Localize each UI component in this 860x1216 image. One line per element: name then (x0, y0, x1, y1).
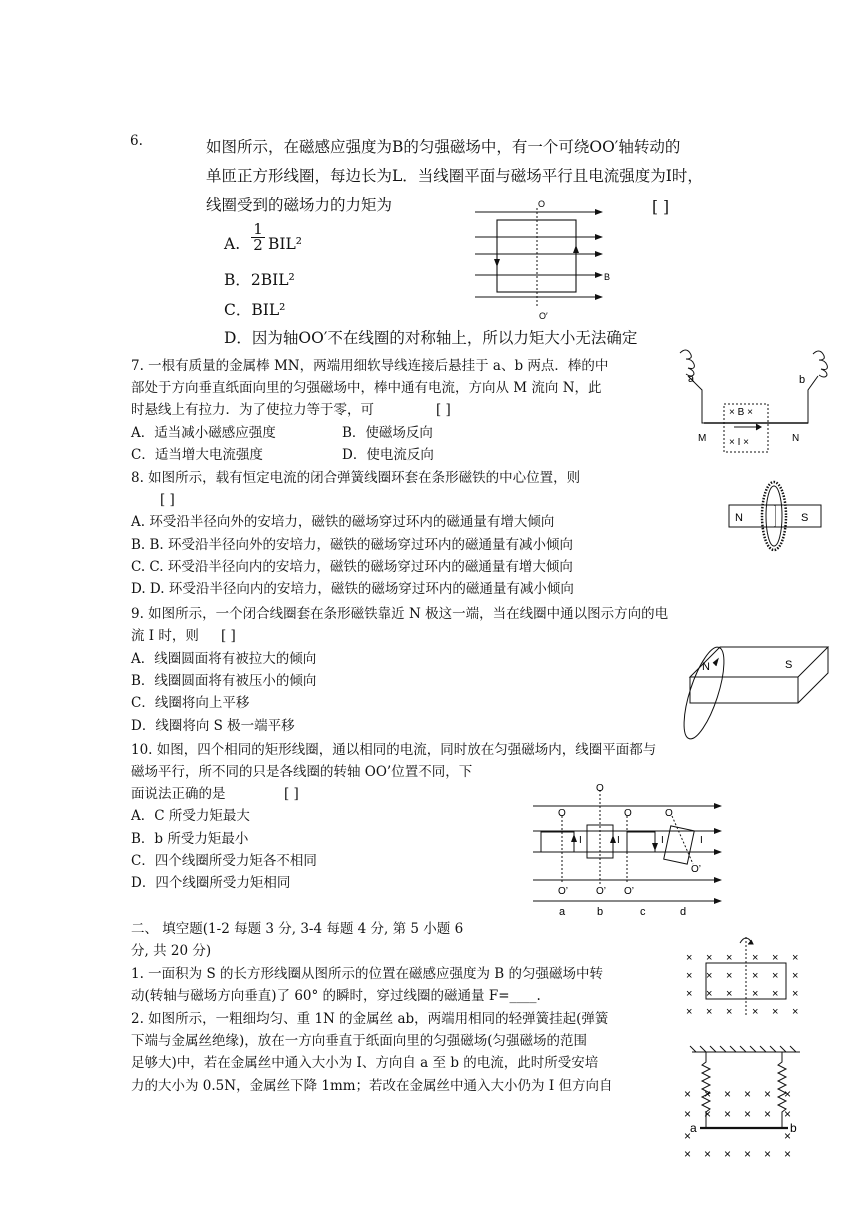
q10-fig-current-a: I (579, 835, 582, 846)
field-mark: × (784, 1087, 792, 1101)
field-mark: × (686, 952, 693, 964)
q10-fig-label-o-prime-d: O’ (691, 864, 701, 875)
field-mark: × (686, 970, 693, 982)
q9-fig-label-s: S (785, 659, 793, 671)
fill-q1-field-marks (686, 952, 798, 1018)
q10-fig-label-o-prime-c: O’ (624, 886, 634, 897)
q8-fig-label-s: S (801, 512, 809, 524)
field-mark: × (726, 1006, 733, 1018)
fill-q2-field-marks (684, 1087, 791, 1161)
field-mark: × (726, 970, 733, 982)
field-mark: × (724, 1107, 732, 1121)
q6-line-2: 单匝正方形线圈，每边长为L．当线圈平面与磁场平行且电流强度为I时， (206, 167, 703, 185)
q7-fig-label-n: N (792, 433, 800, 444)
q6-number: 6. (130, 133, 143, 149)
q7-fig-label-b: b (799, 374, 806, 386)
fill-q2-line-3: 足够大)中，若在金属丝中通入大小为 I、方向自 a 至 b 的电流，此时所受安培 (131, 1055, 599, 1071)
q8-option-c: C. C. 环受沿半径向内的安培力，磁铁的磁场穿过环内的磁通量有增大倾向 (131, 559, 573, 575)
q10-fig-label-o-prime-a: O’ (558, 886, 568, 897)
field-mark: × (726, 952, 733, 964)
q6-figure-coil-in-field (470, 200, 620, 330)
q10-option-b: B．b 所受力矩最小 (131, 831, 249, 847)
q6-answer-bracket: [ ] (652, 198, 670, 216)
q10-fig-label-b: b (597, 906, 604, 918)
field-mark: × (764, 1087, 772, 1101)
q7-line-1: 7. 一根有质量的金属棒 MN，两端用细软导线连接后悬挂于 a、b 两点．棒的中 (131, 358, 609, 374)
field-mark: × (772, 988, 779, 1000)
field-mark: × (706, 952, 713, 964)
q7-line-3: 时悬线上有拉力．为了使拉力等于零，可 (131, 402, 374, 418)
fill-q2-line-1: 2. 如图所示，一粗细均匀、重 1N 的金属丝 ab，两端用相同的轻弹簧挂起(弹簧 (131, 1011, 609, 1027)
field-mark: × (724, 1087, 732, 1101)
field-mark: × (792, 988, 799, 1000)
q10-option-d: D．四个线圈所受力矩相同 (131, 875, 291, 891)
q10-line-2: 磁场平行，所不同的只是各线圈的转轴 OO’位置不同，下 (131, 764, 473, 780)
q10-fig-current-c: I (661, 835, 664, 846)
q6-option-a-fraction (251, 222, 265, 253)
field-mark: × (784, 1147, 792, 1161)
q10-fig-label-o-b: O (596, 783, 604, 794)
q7-line-2: 部处于方向垂直纸面向里的匀强磁场中，棒中通有电流，方向从 M 流向 N，此 (131, 380, 602, 396)
q7-fig-label-a: a (688, 373, 695, 385)
field-mark: × (784, 1107, 792, 1121)
fill-q1-line-1: 1. 一面积为 S 的长方形线圈从图所示的位置在磁感应强度为 B 的匀强磁场中转 (131, 966, 604, 982)
q10-line-1: 10. 如图，四个相同的矩形线圈，通以相同的电流，同时放在匀强磁场内，线圈平面都与 (131, 742, 657, 758)
q9-fig-label-n: N (702, 661, 710, 673)
q10-fig-label-o-a: O (558, 808, 566, 819)
field-mark: × (752, 970, 759, 982)
fill-q1-figure-coil-in-field (682, 935, 812, 1025)
field-mark: × (704, 1087, 712, 1101)
q10-option-a: A．C 所受力矩最大 (131, 808, 250, 824)
q8-answer-bracket: [ ] (160, 492, 175, 508)
q6-option-c: C．BIL² (224, 301, 286, 319)
q6-option-a-label: A. (224, 235, 241, 253)
q8-option-b: B. B. 环受沿半径向外的安培力，磁铁的磁场穿过环内的磁通量有减小倾向 (131, 537, 574, 553)
field-mark: × (752, 952, 759, 964)
q6-option-b: B．2BIL² (224, 271, 295, 289)
section-2-heading-line-2: 分, 共 20 分) (131, 943, 212, 959)
field-mark: × (706, 970, 713, 982)
field-mark: × (784, 1129, 792, 1143)
q10-fig-label-o-c: O (624, 808, 632, 819)
field-mark: × (764, 1147, 772, 1161)
q6-option-d: D．因为轴OO′不在线圈的对称轴上，所以力矩大小无法确定 (224, 329, 638, 347)
q7-answer-bracket: [ ] (436, 402, 451, 418)
q9-line-2: 流 I 时，则 (131, 628, 199, 644)
q9-option-c: C．线圈将向上平移 (131, 695, 250, 711)
q9-figure-coil-on-magnet (680, 633, 840, 745)
field-mark: × (772, 952, 779, 964)
q7-fig-label-m: M (698, 433, 707, 444)
q7-figure-suspended-rod (668, 348, 838, 460)
field-mark: × (686, 988, 693, 1000)
q6-line-1: 如图所示，在磁感应强度为B的匀强磁场中，有一个可绕OO′轴转动的 (206, 138, 681, 156)
q10-fig-current-b: I (617, 835, 620, 846)
field-mark: × (706, 988, 713, 1000)
q6-option-a-tail: BIL² (268, 235, 303, 253)
q9-line-1: 9. 如图所示，一个闭合线圈套在条形磁铁靠近 N 极这一端，当在线圈中通以图示方向的电 (131, 606, 669, 622)
field-mark: × (726, 988, 733, 1000)
field-mark: × (792, 952, 799, 964)
q8-line-1: 8. 如图所示，载有恒定电流的闭合弹簧线圈环套在条形磁铁的中心位置，则 (131, 470, 581, 486)
q9-option-a: A．线圈圆面将有被拉大的倾向 (131, 651, 317, 667)
field-mark: × (792, 970, 799, 982)
field-mark: × (684, 1147, 692, 1161)
q10-fig-label-o-prime-b: O’ (596, 886, 606, 897)
field-mark: × (724, 1147, 732, 1161)
fill-q2-line-2: 下端与金属丝绝缘)，放在一方向垂直于纸面向里的匀强磁场(匀强磁场的范围 (131, 1033, 588, 1049)
field-mark: × (684, 1129, 692, 1143)
q10-line-3: 面说法正确的是 (131, 786, 226, 802)
fill-q2-fig-label-a: a (690, 1121, 697, 1135)
q8-option-d: D. D. 环受沿半径向内的安培力，磁铁的磁场穿过环内的磁通量有减小倾向 (131, 581, 574, 597)
q10-fig-label-o-d: O (665, 808, 673, 819)
q9-option-b: B．线圈圆面将有被压小的倾向 (131, 673, 317, 689)
field-mark: × (752, 1006, 759, 1018)
field-mark: × (706, 1006, 713, 1018)
field-mark: × (704, 1107, 712, 1121)
q7-fig-current-label: × I × (729, 437, 750, 448)
field-mark: × (684, 1107, 692, 1121)
q10-answer-bracket: [ ] (284, 786, 299, 802)
q7-option-a: A．适当减小磁感应强度 (131, 425, 276, 441)
q6-fig-label-o-prime: O′ (539, 311, 548, 321)
field-mark: × (744, 1147, 752, 1161)
q8-option-a: A. 环受沿半径向外的安培力，磁铁的磁场穿过环内的磁通量有增大倾向 (131, 514, 555, 530)
q10-option-c: C．四个线圈所受力矩各不相同 (131, 853, 317, 869)
q7-option-c: C．适当增大电流强度 (131, 447, 263, 463)
fill-q2-line-4: 力的大小为 0.5N，金属丝下降 1mm；若改在金属丝中通入大小仍为 I 但方向自 (131, 1078, 613, 1094)
q7-option-d: D．使电流反向 (342, 447, 434, 463)
q10-fig-label-d: d (680, 906, 687, 918)
field-mark: × (744, 1087, 752, 1101)
q10-fig-label-a: a (559, 906, 566, 918)
q6-fraction-denominator: 2 (251, 237, 265, 253)
field-mark: × (704, 1147, 712, 1161)
q9-option-d: D．线圈将向 S 极一端平移 (131, 718, 295, 734)
field-mark: × (772, 970, 779, 982)
field-mark: × (772, 1006, 779, 1018)
fill-q2-fig-label-b: b (790, 1121, 797, 1135)
field-mark: × (744, 1107, 752, 1121)
fill-q1-line-2: 动(转轴与磁场方向垂直)了 60° 的瞬时，穿过线圈的磁通量 F=____. (131, 988, 541, 1004)
fill-q2-figure-wire-on-springs (682, 1046, 812, 1166)
q6-fraction-numerator: 1 (253, 220, 263, 238)
field-mark: × (686, 1006, 693, 1018)
q10-fig-current-d: I (700, 835, 703, 846)
q8-fig-label-n: N (735, 512, 743, 524)
field-mark: × (752, 988, 759, 1000)
q10-figure-four-coils (525, 780, 730, 922)
q6-fig-label-b: B (604, 272, 611, 282)
field-mark: × (792, 1006, 799, 1018)
q7-fig-field-label: × B × (729, 407, 753, 418)
q9-answer-bracket: [ ] (221, 628, 236, 644)
section-2-heading-line-1: 二、 填空题(1-2 每题 3 分, 3-4 每题 4 分, 第 5 小题 6 (131, 921, 464, 937)
q7-option-b: B．使磁场反向 (342, 425, 433, 441)
q6-line-3: 线圈受到的磁场力的力矩为 (206, 196, 393, 214)
q8-figure-ring-on-magnet (725, 478, 830, 560)
q6-fig-label-o: O (538, 199, 546, 209)
q10-fig-label-c: c (640, 906, 646, 918)
field-mark: × (764, 1107, 772, 1121)
field-mark: × (684, 1087, 692, 1101)
